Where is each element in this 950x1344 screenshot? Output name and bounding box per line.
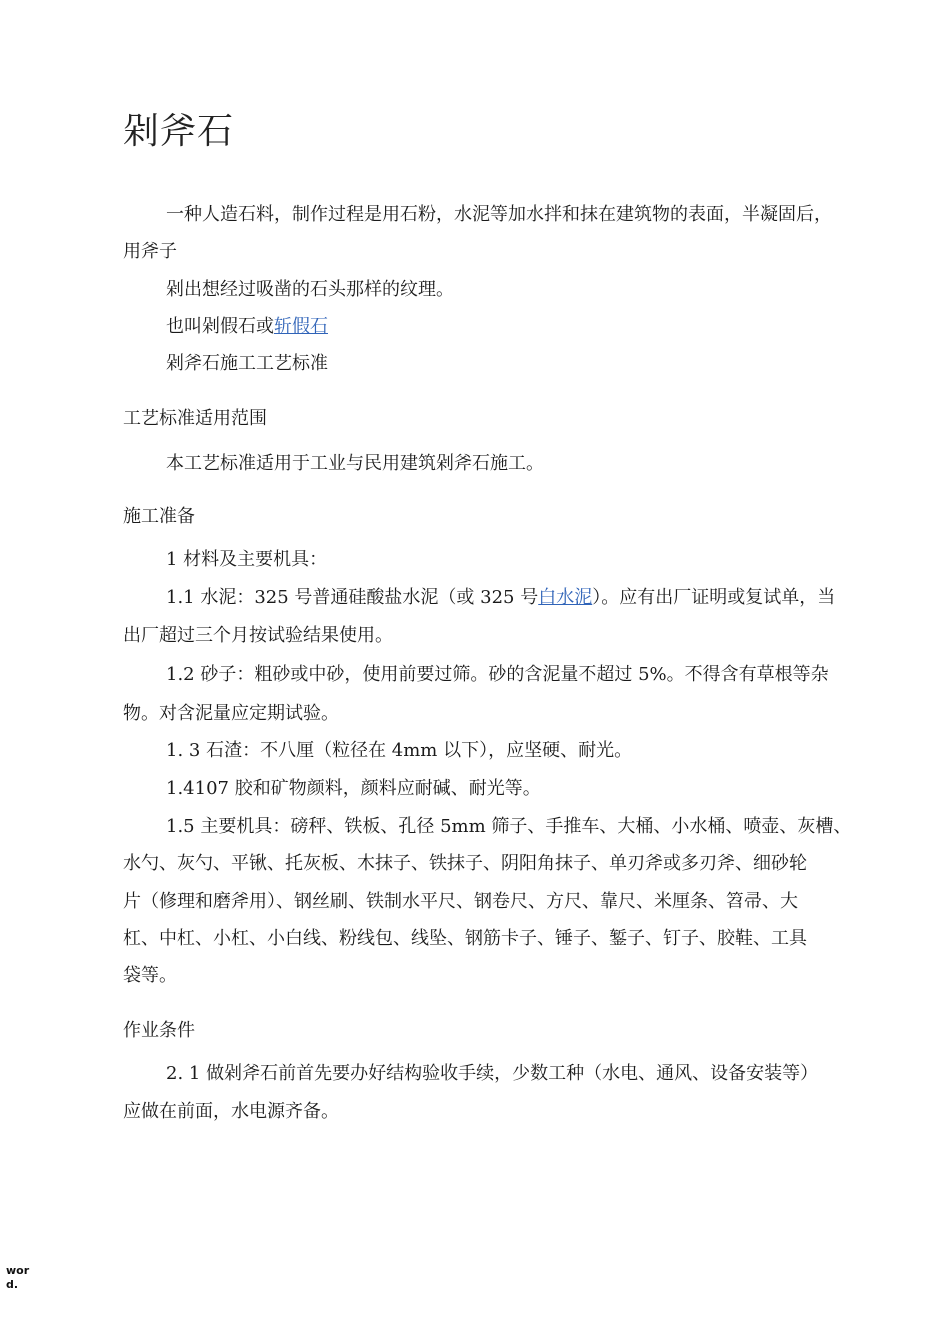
prep-item-1-5-cont-2: 片（修理和磨斧用）、钢丝刷、铁制水平尺、钢卷尺、方尺、靠尺、米厘条、笤帚、大 bbox=[123, 891, 798, 912]
prep-item-1-1-text-a: 1.1 水泥：325 号普通硅酸盐水泥（或 325 号 bbox=[166, 587, 539, 608]
prep-item-1-4: 1.4107 胶和矿物颜料，颜料应耐碱、耐光等。 bbox=[166, 778, 541, 799]
intro-line-3: 剁出想经过吸凿的石头那样的纹理。 bbox=[166, 279, 454, 300]
prep-item-1-2-cont: 物。对含泥量应定期试验。 bbox=[123, 703, 339, 724]
scope-paragraph: 本工艺标准适用于工业与民用建筑剁斧石施工。 bbox=[166, 453, 544, 474]
prep-item-1-1 bbox=[166, 586, 835, 610]
link-bai-shui-ni[interactable]: 白水泥 bbox=[538, 587, 593, 608]
section-heading-scope: 工艺标准适用范围 bbox=[123, 408, 267, 429]
prep-item-1-1-text-b: ）。应有出厂证明或复试单，当 bbox=[592, 587, 836, 608]
document-title: 剁斧石 bbox=[123, 111, 235, 152]
section-heading-conditions: 作业条件 bbox=[123, 1020, 195, 1041]
intro-line-4-text: 也叫剁假石或 bbox=[166, 316, 274, 337]
section-heading-prep: 施工准备 bbox=[123, 506, 195, 527]
prep-item-1-3: 1. 3 石渣：不八厘（粒径在 4mm 以下），应坚硬、耐光。 bbox=[166, 740, 633, 761]
prep-item-1: 1 材料及主要机具： bbox=[166, 549, 328, 570]
conditions-item-2-1: 2. 1 做剁斧石前首先要办好结构验收手续，少数工种（水电、通风、设备安装等） bbox=[166, 1063, 819, 1084]
intro-line-1: 一种人造石料，制作过程是用石粉，水泥等加水拌和抹在建筑物的表面，半凝固后， bbox=[166, 204, 832, 225]
intro-line-4 bbox=[166, 315, 328, 339]
footer-watermark: word. bbox=[6, 1264, 30, 1291]
conditions-item-2-1-cont: 应做在前面，水电源齐备。 bbox=[123, 1101, 339, 1122]
prep-item-1-1-cont: 出厂超过三个月按试验结果使用。 bbox=[123, 625, 393, 646]
intro-line-5: 剁斧石施工工艺标准 bbox=[166, 353, 328, 374]
prep-item-1-5-cont-3: 杠、中杠、小杠、小白线、粉线包、线坠、钢筋卡子、锤子、錾子、钉子、胶鞋、工具 bbox=[123, 928, 807, 949]
intro-line-2: 用斧子 bbox=[123, 241, 177, 262]
prep-item-1-5-cont-1: 水勺、灰勺、平锹、托灰板、木抹子、铁抹子、阴阳角抹子、单刃斧或多刃斧、细砂轮 bbox=[123, 853, 807, 874]
link-zhan-jia-shi[interactable]: 斩假石 bbox=[274, 316, 328, 337]
prep-item-1-5-cont-4: 袋等。 bbox=[123, 965, 177, 986]
prep-item-1-2: 1.2 砂子：粗砂或中砂，使用前要过筛。砂的含泥量不超过 5%。不得含有草根等杂 bbox=[166, 664, 829, 685]
prep-item-1-5: 1.5 主要机具：磅秤、铁板、孔径 5mm 筛子、手推车、大桶、小水桶、喷壶、灰槽、 bbox=[166, 816, 852, 837]
